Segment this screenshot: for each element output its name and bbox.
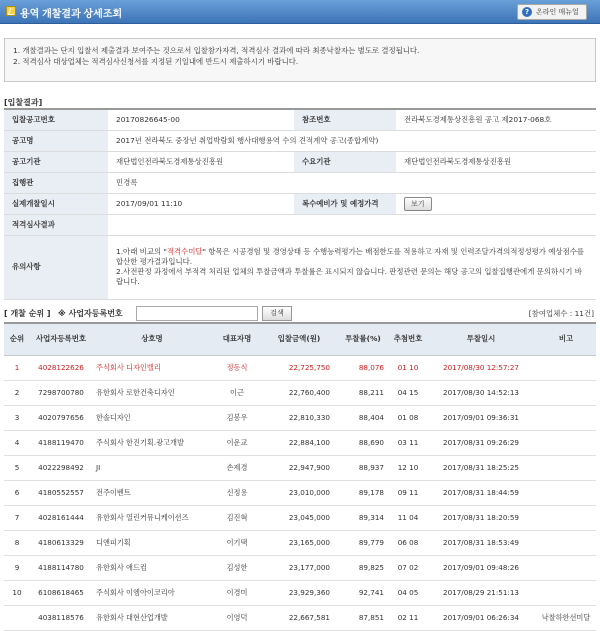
bid-date-cell: 2017/08/31 18:25:25: [426, 455, 536, 480]
review-value: [108, 214, 596, 235]
rank-cell: 5: [4, 455, 30, 480]
rate-cell: 88,404: [336, 405, 390, 430]
rate-cell: 89,178: [336, 480, 390, 505]
officer-value: 민경록: [108, 172, 596, 193]
remark-cell: 낙찰하한선미달: [536, 605, 596, 630]
lottery-cell: 04 15: [390, 380, 426, 405]
amount-cell: 23,010,000: [262, 480, 336, 505]
business-no-col-header: 사업자등록번호: [30, 323, 92, 355]
notes-line-2: 2.사전판정 과정에서 부적격 처리된 업체의 투찰금액과 투찰률은 표시되지 않습니다. 판정관련 문의는 해당 공고의 입찰집행관에게 문의하시기 바랍니다.: [116, 267, 582, 286]
table-row[interactable]: [4, 580, 596, 605]
business-no-cell: 4028122626: [30, 355, 92, 380]
bid-date-cell: 2017/08/31 18:44:59: [426, 480, 536, 505]
agency-value: 재단법인전라북도경제통상진흥원: [108, 151, 294, 172]
company-cell: 유한회사 로한건축디자인: [92, 380, 212, 405]
business-no-cell: 4020797656: [30, 405, 92, 430]
amount-cell: 23,165,000: [262, 530, 336, 555]
rate-cell: 88,211: [336, 380, 390, 405]
rank-col-header: 순위: [4, 323, 30, 355]
rank-cell: 1: [4, 355, 30, 380]
online-manual-label: 온라인 매뉴얼: [536, 8, 579, 16]
business-no-cell: 7298700780: [30, 380, 92, 405]
notes-highlight: 적격수미달: [166, 247, 203, 256]
rate-cell: 89,314: [336, 505, 390, 530]
amount-col-header: 입찰금액(원): [262, 323, 336, 355]
company-cell: JI: [92, 455, 212, 480]
business-no-cell: 4188119470: [30, 430, 92, 455]
company-col-header: 상호명: [92, 323, 212, 355]
ceo-cell: 이경미: [212, 580, 262, 605]
amount-cell: 22,725,750: [262, 355, 336, 380]
ref-no-value: 전라북도경제통상진흥원 공고 제2017-068호: [396, 109, 596, 130]
remark-cell: [536, 480, 596, 505]
info-row: [4, 109, 596, 130]
agency-label: 공고기관: [4, 151, 108, 172]
remark-cell: [536, 530, 596, 555]
company-cell: 주식회사 디자인밸리: [92, 355, 212, 380]
remark-cell: [536, 505, 596, 530]
remark-cell: [536, 455, 596, 480]
page-title: 용역 개찰결과 상세조회: [20, 9, 123, 20]
view-price-button[interactable]: 보기: [404, 197, 432, 211]
ceo-cell: 이영덕: [212, 605, 262, 630]
ceo-cell: 이운교: [212, 430, 262, 455]
open-date-label: 실제개찰일시: [4, 193, 108, 214]
rank-cell: 6: [4, 480, 30, 505]
bid-date-cell: 2017/09/01 09:36:31: [426, 405, 536, 430]
rank-cell: 9: [4, 555, 30, 580]
table-row[interactable]: [4, 505, 596, 530]
bid-date-cell: 2017/08/30 12:57:27: [426, 355, 536, 380]
page-header: [0, 0, 600, 24]
amount-cell: 22,760,400: [262, 380, 336, 405]
amount-cell: 23,177,000: [262, 555, 336, 580]
bid-date-cell: 2017/08/31 18:20:59: [426, 505, 536, 530]
rank-cell: [4, 605, 30, 630]
ceo-col-header: 대표자명: [212, 323, 262, 355]
rank-cell: 2: [4, 380, 30, 405]
table-row[interactable]: [4, 455, 596, 480]
online-manual-button[interactable]: [517, 4, 587, 20]
notes-post: " 항목은 시공경험 및 경영상태 등 수행능력평가는 배점한도를 적용하고 자재 및 인력조달가격의적정성평가 예상점수를 합산한 평가결과입니다.: [116, 247, 584, 266]
ref-no-label: 참조번호: [294, 109, 396, 130]
notice-no-label: 입찰공고번호: [4, 109, 108, 130]
table-row[interactable]: [4, 605, 596, 630]
table-row[interactable]: [4, 355, 596, 380]
participant-count: [참여업체수 : 11건]: [528, 309, 594, 318]
business-no-cell: 4180613329: [30, 530, 92, 555]
notice-no-value: 20170826645-00: [108, 109, 294, 130]
rank-cell: 8: [4, 530, 30, 555]
bid-date-cell: 2017/08/31 18:53:49: [426, 530, 536, 555]
business-no-search-input[interactable]: [136, 306, 258, 321]
business-no-cell: 4038118576: [30, 605, 92, 630]
info-row: [4, 193, 596, 214]
price-value-cell: [396, 193, 596, 214]
bid-date-cell: 2017/08/31 09:26:29: [426, 430, 536, 455]
amount-cell: 22,947,900: [262, 455, 336, 480]
lottery-cell: 01 10: [390, 355, 426, 380]
rate-cell: 88,690: [336, 430, 390, 455]
ceo-cell: 김성한: [212, 555, 262, 580]
company-cell: 디앤피기획: [92, 530, 212, 555]
ceo-cell: 정동식: [212, 355, 262, 380]
remark-cell: [536, 430, 596, 455]
remark-cell: [536, 380, 596, 405]
amount-cell: 22,667,581: [262, 605, 336, 630]
info-row: [4, 130, 596, 151]
bid-date-cell: 2017/08/29 21:51:13: [426, 580, 536, 605]
ceo-cell: 신정용: [212, 480, 262, 505]
lottery-cell: 07 02: [390, 555, 426, 580]
info-row: [4, 214, 596, 235]
lottery-cell: 11 04: [390, 505, 426, 530]
amount-cell: 22,810,330: [262, 405, 336, 430]
notes-line-1: [116, 247, 588, 267]
amount-cell: 23,045,000: [262, 505, 336, 530]
company-cell: 한솔디자인: [92, 405, 212, 430]
info-row: [4, 235, 596, 299]
lottery-cell: 04 05: [390, 580, 426, 605]
bid-date-cell: 2017/09/01 06:26:34: [426, 605, 536, 630]
ceo-cell: 김진혁: [212, 505, 262, 530]
table-row[interactable]: [4, 405, 596, 430]
company-cell: 유한회사 대현산업개발: [92, 605, 212, 630]
info-row: [4, 172, 596, 193]
business-no-search-label: ※ 사업자등록번호: [58, 309, 123, 318]
remark-cell: [536, 405, 596, 430]
notes-label: 유의사항: [4, 235, 108, 299]
open-date-value: 2017/09/01 11:10: [108, 193, 294, 214]
ceo-cell: 손제경: [212, 455, 262, 480]
business-no-cell: 4188114780: [30, 555, 92, 580]
help-icon: ?: [522, 7, 532, 17]
lottery-cell: 12 10: [390, 455, 426, 480]
business-no-cell: 4022298492: [30, 455, 92, 480]
remark-cell: [536, 355, 596, 380]
remark-cell: [536, 580, 596, 605]
lottery-cell: 01 08: [390, 405, 426, 430]
demand-agency-value: 재단법인전라북도경제통상진흥원: [396, 151, 596, 172]
rate-cell: 87,851: [336, 605, 390, 630]
rate-cell: 88,937: [336, 455, 390, 480]
officer-label: 집행관: [4, 172, 108, 193]
business-no-cell: 4180552557: [30, 480, 92, 505]
lottery-cell: 03 11: [390, 430, 426, 455]
bid-result-title: [입찰결과]: [4, 98, 43, 107]
rate-col-header: 투찰률(%): [336, 323, 390, 355]
table-row[interactable]: [4, 480, 596, 505]
notice-name-label: 공고명: [4, 130, 108, 151]
rate-cell: 89,825: [336, 555, 390, 580]
search-button[interactable]: 검색: [262, 306, 292, 321]
price-label: 복수예비가 및 예정가격: [294, 193, 396, 214]
company-cell: 주식회사 이엠아이코리아: [92, 580, 212, 605]
ranking-title: [ 개찰 순위 ]: [4, 309, 51, 318]
notice-line: 2. 적격심사 대상업체는 적격심사신청서를 지정된 기일내에 반드시 제출하시기 바랍니다.: [13, 57, 299, 66]
rank-cell: 10: [4, 580, 30, 605]
rank-cell: 3: [4, 405, 30, 430]
rate-cell: 88,076: [336, 355, 390, 380]
remark-col-header: 비고: [536, 323, 596, 355]
table-row[interactable]: [4, 430, 596, 455]
bid-result-table: [4, 108, 596, 300]
ranking-header-row: [4, 323, 596, 355]
lottery-col-header: 추첨번호: [390, 323, 426, 355]
table-row[interactable]: [4, 555, 596, 580]
notes-value: [108, 235, 596, 299]
ceo-cell: 이근: [212, 380, 262, 405]
bid-date-cell: 2017/08/30 14:52:13: [426, 380, 536, 405]
table-row[interactable]: [4, 380, 596, 405]
rank-cell: 4: [4, 430, 30, 455]
amount-cell: 23,929,360: [262, 580, 336, 605]
remark-cell: [536, 555, 596, 580]
ranking-table: [4, 322, 596, 631]
amount-cell: 22,884,100: [262, 430, 336, 455]
rank-cell: 7: [4, 505, 30, 530]
notes-pre: 1.아래 비교의 ": [116, 247, 167, 256]
info-row: [4, 151, 596, 172]
review-label: 적격심사결과: [4, 214, 108, 235]
lottery-cell: 06 08: [390, 530, 426, 555]
demand-agency-label: 수요기관: [294, 151, 396, 172]
notice-box: [4, 38, 596, 82]
business-no-cell: 4028161444: [30, 505, 92, 530]
company-cell: 유한회사 애드컴: [92, 555, 212, 580]
edit-icon: [6, 6, 16, 16]
ceo-cell: 이기택: [212, 530, 262, 555]
lottery-cell: 02 11: [390, 605, 426, 630]
ranking-toolbar: [4, 306, 596, 322]
bid-date-col-header: 투찰일시: [426, 323, 536, 355]
notice-name-value: 2017년 전라북도 중장년 취업박람회 행사대행용역 수의 견적계약 공고(종합계약): [108, 130, 596, 151]
company-cell: 유한회사 열린커뮤니케이션즈: [92, 505, 212, 530]
table-row[interactable]: [4, 530, 596, 555]
notice-line: 1. 개찰결과는 단지 입찰서 제출결과 보여주는 것으로서 입찰참가자격, 적격심사 결과에 따라 최종낙찰자는 별도로 결정됩니다.: [13, 46, 420, 55]
business-no-cell: 6108618465: [30, 580, 92, 605]
ceo-cell: 김봉우: [212, 405, 262, 430]
bid-date-cell: 2017/09/01 09:48:26: [426, 555, 536, 580]
rate-cell: 92,741: [336, 580, 390, 605]
rate-cell: 89,779: [336, 530, 390, 555]
company-cell: 주식회사 한진기획.광고개발: [92, 430, 212, 455]
company-cell: 전주이벤트: [92, 480, 212, 505]
lottery-cell: 09 11: [390, 480, 426, 505]
